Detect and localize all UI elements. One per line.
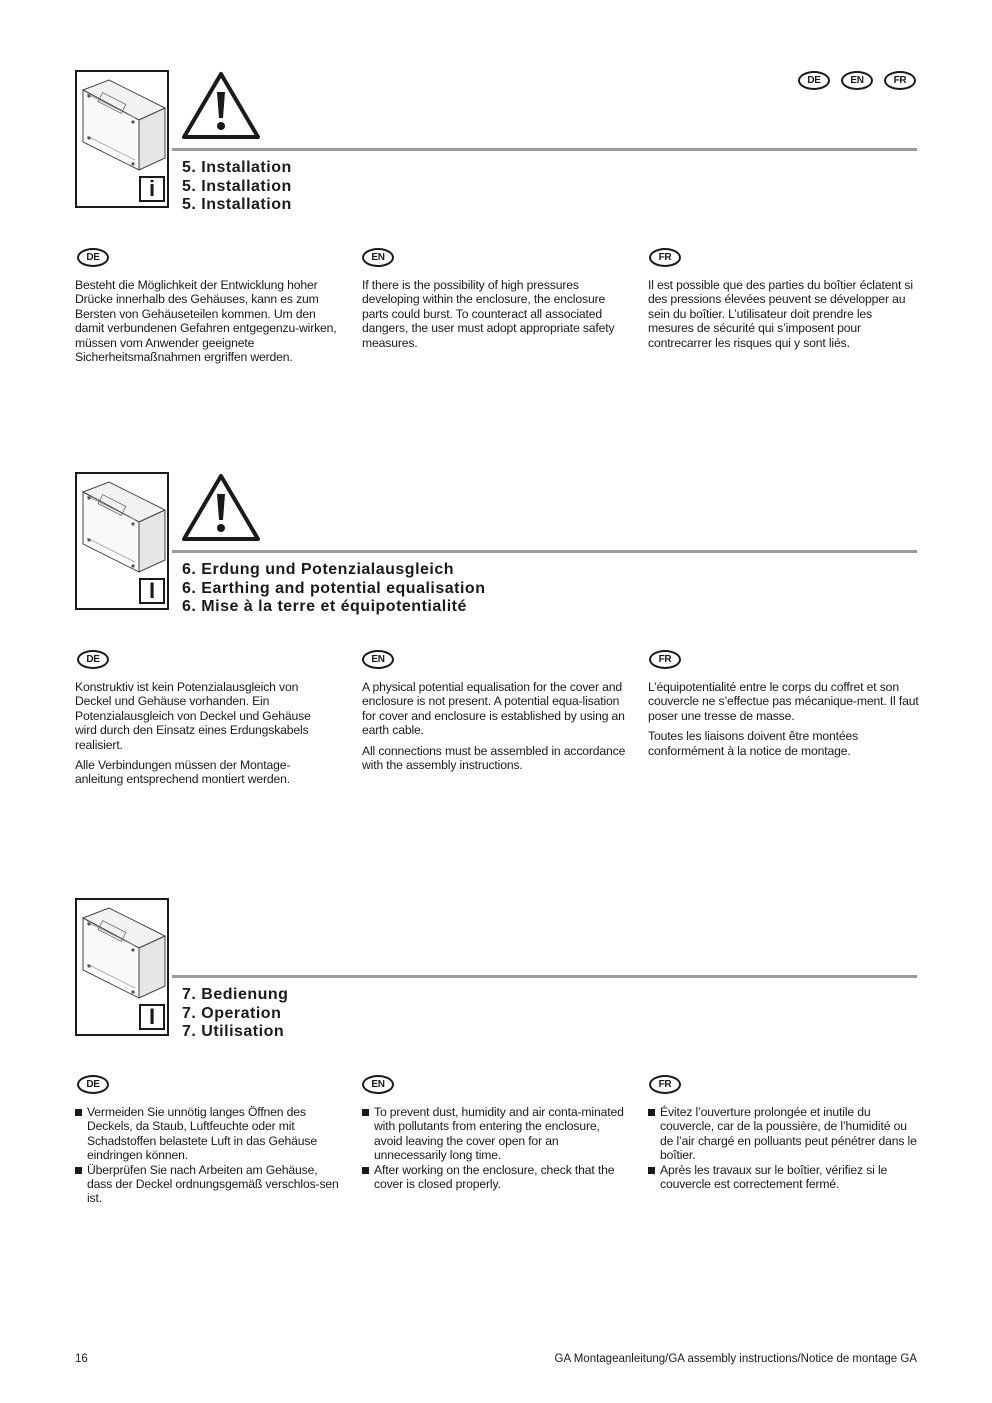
text-column-de	[75, 278, 347, 370]
paragraph: Il est possible que des parties du boîtier éclatent si des pressions élevées peuvent se développer au sein du boîtier. L’utilisateur doit prendre les mesures de sécurité qui s’imposent pour contrecarrer les risques qui y sont liés.	[648, 278, 913, 350]
list-item: Vermeiden Sie unnötig langes Öffnen des Deckels, da Staub, Luftfeuchte oder mit Schadstoffen belastete Luft in das Gehäuse eindringen können.	[75, 1105, 345, 1163]
footer-doc-title: GA Montageanleitung/GA assembly instructions/Notice de montage GA	[554, 1353, 917, 1365]
info-icon: I	[139, 578, 165, 604]
paragraph: L’équipotentialité entre le corps du coffret et son couvercle ne s’effectue pas mécanique-ment. Il faut poser une tresse de masse.	[648, 680, 919, 723]
title-de: 7. Bedienung	[182, 986, 289, 1003]
text-column-de	[75, 680, 320, 793]
page-number: 16	[75, 1353, 88, 1365]
title-fr: 6. Mise à la terre et équipotentialité	[182, 598, 467, 615]
enclosure-image	[75, 472, 169, 610]
title-de: 5. Installation	[182, 159, 292, 176]
text-column-en	[362, 680, 632, 778]
title-fr: 7. Utilisation	[182, 1023, 285, 1040]
lang-badge-de: DE	[77, 248, 109, 267]
lang-badge-de: DE	[77, 650, 109, 669]
list-item: Überprüfen Sie nach Arbeiten am Gehäuse, dass der Deckel ordnungsgemäß verschlos-sen ist.	[75, 1163, 345, 1206]
warning-triangle-icon	[181, 472, 261, 542]
lang-badge-de: DE	[77, 1075, 109, 1094]
lang-badge-en: EN	[841, 71, 873, 90]
enclosure-image	[75, 898, 169, 1036]
info-icon: I	[139, 1004, 165, 1030]
lang-badge-fr: FR	[649, 1075, 681, 1094]
lang-badge-fr: FR	[884, 71, 916, 90]
text-column-en	[362, 1105, 630, 1191]
paragraph: If there is the possibility of high pressures developing within the enclosure, the enclosure parts could burst. To counteract all associated dangers, the user must adopt appropriate safety measures.	[362, 278, 615, 350]
enclosure-image	[75, 70, 169, 208]
section-title	[182, 561, 485, 617]
bullet-list	[362, 1105, 630, 1191]
list-item: After working on the enclosure, check that the cover is closed properly.	[362, 1163, 630, 1192]
text-column-fr	[648, 278, 920, 356]
title-fr: 5. Installation	[182, 196, 292, 213]
title-en: 7. Operation	[182, 1004, 282, 1022]
lang-badge-fr: FR	[649, 248, 681, 267]
lang-badge-fr: FR	[649, 650, 681, 669]
lang-badge-en: EN	[362, 1075, 394, 1094]
text-column-fr	[648, 680, 920, 764]
section-title	[182, 159, 292, 215]
list-item: To prevent dust, humidity and air conta-minated with pollutants from entering the enclosure, avoid leaving the cover open for an unnecessarily long time.	[362, 1105, 630, 1163]
paragraph: Toutes les liaisons doivent être montées conformément à la notice de montage.	[648, 729, 859, 758]
section-divider	[172, 550, 917, 553]
paragraph: All connections must be assembled in accordance with the assembly instructions.	[362, 743, 626, 773]
paragraph: Besteht die Möglichkeit der Entwicklung hoher Drücke innerhalb des Gehäuses, kann es zum Bersten von Gehäuseteilen kommen. Um den damit verbundenen Gefahren entgegenzu-wirken, müssen vom Anwender geeignete Sicherheitsmaßnahmen ergriffen werden.	[75, 278, 337, 365]
list-item: Évitez l’ouverture prolongée et inutile du couvercle, car de la poussière, de l’humidité ou de l’air chargé en polluants peut pénétrer dans le boîtier.	[648, 1105, 920, 1163]
text-column-en	[362, 278, 630, 356]
bullet-list	[648, 1105, 920, 1191]
title-en: 5. Installation	[182, 177, 292, 195]
lang-badge-de: DE	[798, 71, 830, 90]
text-column-fr	[648, 1105, 920, 1191]
warning-triangle-icon	[181, 70, 261, 140]
section-title	[182, 986, 288, 1042]
paragraph: A physical potential equalisation for the cover and enclosure is not present. A potential equa-lisation for cover and enclosure is established by using an earth cable.	[362, 680, 625, 738]
lang-badge-en: EN	[362, 650, 394, 669]
paragraph: Konstruktiv ist kein Potenzialausgleich von Deckel und Gehäuse vorhanden. Ein Potenzialausgleich von Deckel und Gehäuse wird durch den Einsatz eines Erdungskabels realisiert.	[75, 680, 311, 752]
title-de: 6. Erdung und Potenzialausgleich	[182, 561, 455, 578]
text-column-de	[75, 1105, 345, 1206]
section-divider	[172, 975, 917, 978]
lang-badge-en: EN	[362, 248, 394, 267]
list-item: Après les travaux sur le boîtier, vérifiez si le couvercle est correctement fermé.	[648, 1163, 920, 1192]
section-divider	[172, 148, 917, 151]
paragraph: Alle Verbindungen müssen der Montage-anleitung entsprechend montiert werden.	[75, 758, 291, 787]
title-en: 6. Earthing and potential equalisation	[182, 579, 486, 597]
info-icon: i	[139, 176, 165, 202]
bullet-list	[75, 1105, 345, 1206]
